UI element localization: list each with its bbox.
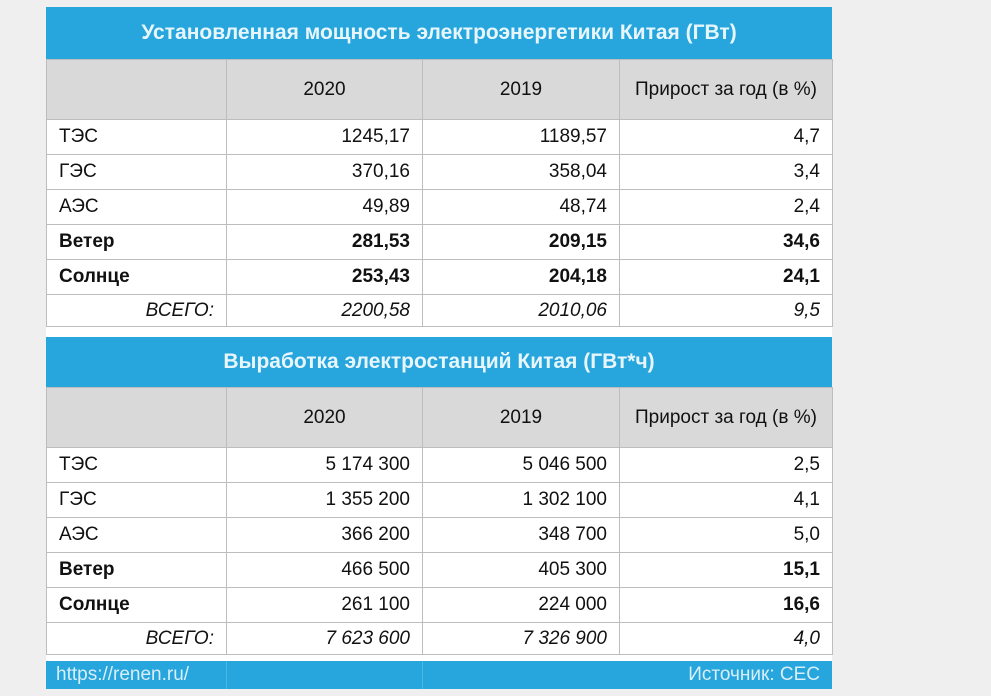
value-growth: 4,1 <box>620 483 833 518</box>
row-label: ГЭС <box>47 155 227 190</box>
value-growth: 3,4 <box>620 155 833 190</box>
table-row <box>47 483 833 518</box>
total-2020: 2200,58 <box>227 295 423 327</box>
table-row <box>47 448 833 483</box>
row-label: АЭС <box>47 518 227 553</box>
table-row <box>47 120 833 155</box>
value-2019: 358,04 <box>423 155 620 190</box>
table-row <box>47 553 833 588</box>
source-label: Источник: CEC <box>688 664 820 685</box>
footer-bar <box>46 661 832 689</box>
header-growth: Прирост за год (в %) <box>620 60 833 120</box>
table-row <box>47 225 833 260</box>
value-growth: 15,1 <box>620 553 833 588</box>
total-row <box>47 623 833 655</box>
infographic-sheet <box>46 7 832 689</box>
value-2019: 209,15 <box>423 225 620 260</box>
value-2020: 253,43 <box>227 260 423 295</box>
value-growth: 34,6 <box>620 225 833 260</box>
header-growth: Прирост за год (в %) <box>620 388 833 448</box>
total-growth: 9,5 <box>620 295 833 327</box>
value-growth: 5,0 <box>620 518 833 553</box>
table-header-row <box>47 388 833 448</box>
table1-title: Установленная мощность электроэнергетики Китая (ГВт) <box>46 7 832 60</box>
value-2020: 49,89 <box>227 190 423 225</box>
value-growth: 24,1 <box>620 260 833 295</box>
total-2020: 7 623 600 <box>227 623 423 655</box>
row-label: ТЭС <box>47 120 227 155</box>
header-empty-cell <box>47 60 227 120</box>
row-label: ТЭС <box>47 448 227 483</box>
table2-title: Выработка электростанций Китая (ГВт*ч) <box>46 337 832 388</box>
total-2019: 2010,06 <box>423 295 620 327</box>
table-row <box>47 588 833 623</box>
value-2019: 1189,57 <box>423 120 620 155</box>
row-label: Ветер <box>47 225 227 260</box>
value-2019: 5 046 500 <box>423 448 620 483</box>
value-2020: 261 100 <box>227 588 423 623</box>
value-2020: 1245,17 <box>227 120 423 155</box>
table-row <box>47 260 833 295</box>
row-label: ГЭС <box>47 483 227 518</box>
header-2019: 2019 <box>423 60 620 120</box>
footer-divider <box>226 661 227 689</box>
table-row <box>47 155 833 190</box>
site-link[interactable]: https://renen.ru/ <box>56 664 190 685</box>
row-label: АЭС <box>47 190 227 225</box>
table-header-row <box>47 60 833 120</box>
header-empty-cell <box>47 388 227 448</box>
value-2020: 1 355 200 <box>227 483 423 518</box>
installed-capacity-table <box>46 59 833 327</box>
generation-table <box>46 387 833 655</box>
value-growth: 2,4 <box>620 190 833 225</box>
value-2019: 48,74 <box>423 190 620 225</box>
value-growth: 16,6 <box>620 588 833 623</box>
value-2019: 348 700 <box>423 518 620 553</box>
header-2020: 2020 <box>227 60 423 120</box>
value-2019: 224 000 <box>423 588 620 623</box>
total-2019: 7 326 900 <box>423 623 620 655</box>
footer-divider <box>422 661 423 689</box>
row-label: Солнце <box>47 588 227 623</box>
value-2019: 204,18 <box>423 260 620 295</box>
value-2020: 5 174 300 <box>227 448 423 483</box>
total-row <box>47 295 833 327</box>
value-growth: 2,5 <box>620 448 833 483</box>
header-2020: 2020 <box>227 388 423 448</box>
value-2019: 405 300 <box>423 553 620 588</box>
value-2020: 281,53 <box>227 225 423 260</box>
header-2019: 2019 <box>423 388 620 448</box>
total-label: ВСЕГО: <box>47 623 227 655</box>
value-growth: 4,7 <box>620 120 833 155</box>
total-label: ВСЕГО: <box>47 295 227 327</box>
value-2020: 366 200 <box>227 518 423 553</box>
total-growth: 4,0 <box>620 623 833 655</box>
value-2020: 466 500 <box>227 553 423 588</box>
table-row <box>47 190 833 225</box>
value-2019: 1 302 100 <box>423 483 620 518</box>
row-label: Ветер <box>47 553 227 588</box>
value-2020: 370,16 <box>227 155 423 190</box>
row-label: Солнце <box>47 260 227 295</box>
table-row <box>47 518 833 553</box>
